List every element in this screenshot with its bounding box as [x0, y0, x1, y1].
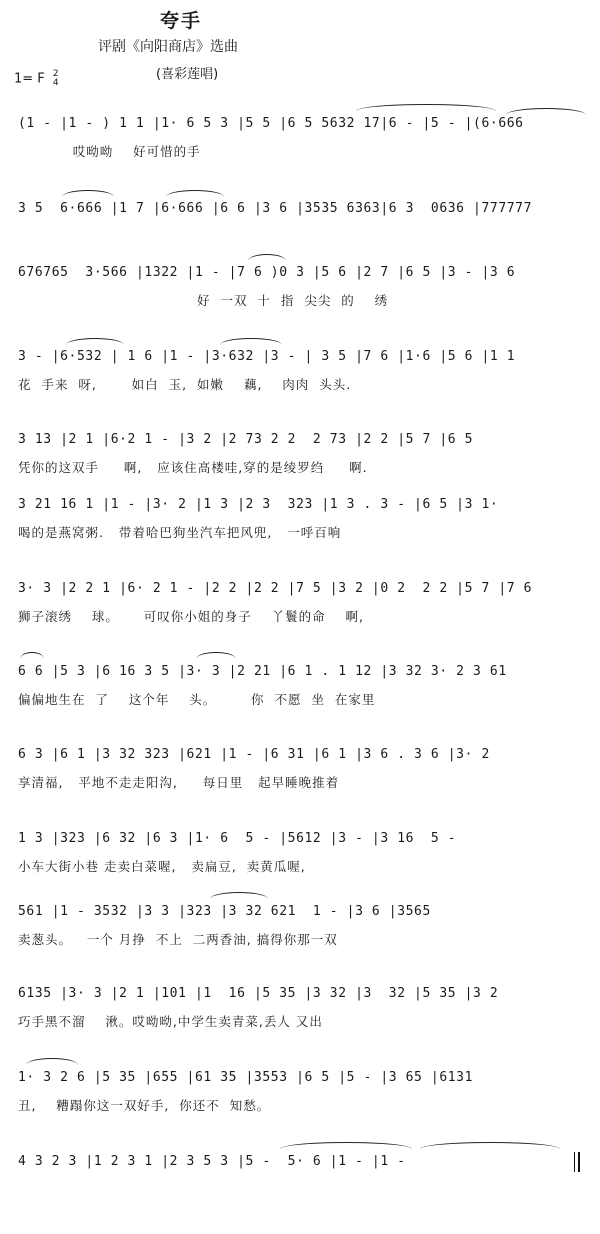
score-row-7: [0, 581, 600, 661]
slur-mark: [166, 190, 224, 197]
slur-mark: [196, 652, 236, 659]
slur-mark: [20, 652, 44, 659]
notation-line: 1 3 |323 |6 32 |6 3 |1· 6 5 - |5612 |3 - |3 16 5 -: [18, 831, 457, 846]
slur-mark: [220, 338, 282, 345]
lyric-line: 偏偏地生在 了 这个年 头。 你 不愿 坐 在家里: [18, 692, 376, 707]
notation-line: 3· 3 |2 2 1 |6· 2 1 - |2 2 |2 2 |7 5 |3 2 |0 2 2 2 |5 7 |7 6: [18, 581, 533, 596]
slur-mark: [420, 1142, 560, 1149]
slur-mark: [62, 190, 114, 197]
score-row-14: [0, 1154, 600, 1234]
lyric-line: 巧手黑不溜 湫。哎呦呦,中学生卖青菜,丢人 又出: [18, 1014, 323, 1029]
lyric-line: 小车大街小巷 走卖白菜喔, 卖扁豆, 卖黄瓜喔,: [18, 859, 306, 874]
score-row-4: [0, 349, 600, 429]
score-row-10: [0, 831, 600, 911]
final-barline-thin: [574, 1152, 575, 1172]
slur-mark: [66, 338, 124, 345]
lyric-line: 哎呦呦 好可惜的手: [18, 144, 201, 159]
score-row-9: [0, 747, 600, 827]
key-signature: [14, 70, 59, 88]
notation-line: 6 3 |6 1 |3 32 323 |621 |1 - |6 31 |6 1 |3 6 . 3 6 |3· 2: [18, 747, 490, 762]
singer-credit: (喜彩莲唱): [156, 67, 219, 82]
notation-line: 6 6 |5 3 |6 16 3 5 |3· 3 |2 21 |6 1 . 1 12 |3 32 3· 2 3 61: [18, 664, 507, 679]
score-row-11: [0, 904, 600, 984]
key-label: 1= F: [14, 71, 45, 87]
notation-line: 4 3 2 3 |1 2 3 1 |2 3 5 3 |5 - 5· 6 |1 - |1 -: [18, 1154, 406, 1169]
notation-line: 3 5 6·666 |1 7 |6·666 |6 6 |3 6 |3535 6363|6 3 0636 |777777: [18, 201, 533, 216]
slur-mark: [356, 104, 496, 111]
final-barline-thick: [578, 1152, 580, 1172]
slur-mark: [210, 892, 268, 899]
lyric-line: 好 一双 十 指 尖尖 的 绣: [18, 293, 389, 308]
notation-line: 3 21 16 1 |1 - |3· 2 |1 3 |2 3 323 |1 3 . 3 - |6 5 |3 1·: [18, 497, 499, 512]
score-row-6: [0, 497, 600, 577]
time-top: 2: [52, 69, 59, 79]
score-row-12: [0, 986, 600, 1066]
slur-mark: [248, 254, 286, 261]
notation-line: 3 13 |2 1 |6·2 1 - |3 2 |2 73 2 2 2 73 |2 2 |5 7 |6 5: [18, 432, 474, 447]
notation-line: 6135 |3· 3 |2 1 |101 |1 16 |5 35 |3 32 |3 32 |5 35 |3 2: [18, 986, 499, 1001]
song-title: 夸手: [160, 10, 203, 32]
slur-mark: [506, 108, 586, 115]
lyric-line: 享清福, 平地不走走阳沟, 每日里 起早睡晚推着: [18, 775, 340, 790]
score-row-13: [0, 1070, 600, 1150]
notation-line: 1· 3 2 6 |5 35 |655 |61 35 |3553 |6 5 |5 - |3 65 |6131: [18, 1070, 474, 1085]
lyric-line: 喝的是燕窝粥. 带着哈巴狗坐汽车把风兜, 一呼百响: [18, 525, 342, 540]
time-signature: [53, 70, 59, 88]
slur-mark: [26, 1058, 78, 1065]
score-row-3: [0, 265, 600, 345]
song-subtitle: 评剧《向阳商店》选曲: [98, 39, 238, 55]
score-row-1: [0, 116, 600, 196]
lyric-line: 卖葱头。 一个 月挣 不上 二两香油, 搞得你那一双: [18, 932, 338, 947]
lyric-line: 凭你的这双手 啊, 应该住高楼哇,穿的是绫罗绉 啊.: [18, 460, 368, 475]
notation-line: (1 - |1 - ) 1 1 |1· 6 5 3 |5 5 |6 5 5632 17|6 - |5 - |(6·666: [18, 116, 524, 131]
lyric-line: 狮子滚绣 球。 可叹你小姐的身子 丫鬟的命 啊,: [18, 609, 365, 624]
notation-line: 561 |1 - 3532 |3 3 |323 |3 32 621 1 - |3 6 |3565: [18, 904, 431, 919]
lyric-line: 花 手来 呀, 如白 玉, 如嫩 藕, 肉肉 头头.: [18, 377, 352, 392]
time-bottom: 4: [52, 78, 59, 88]
notation-line: 676765 3·566 |1322 |1 - |7 6 )0 3 |5 6 |2 7 |6 5 |3 - |3 6: [18, 265, 516, 280]
lyric-line: 丑, 糟蹋你这一双好手, 你还不 知愁。: [18, 1098, 271, 1113]
score-row-8: [0, 664, 600, 744]
slur-mark: [280, 1142, 412, 1149]
notation-line: 3 - |6·532 | 1 6 |1 - |3·632 |3 - | 3 5 |7 6 |1·6 |5 6 |1 1: [18, 349, 516, 364]
